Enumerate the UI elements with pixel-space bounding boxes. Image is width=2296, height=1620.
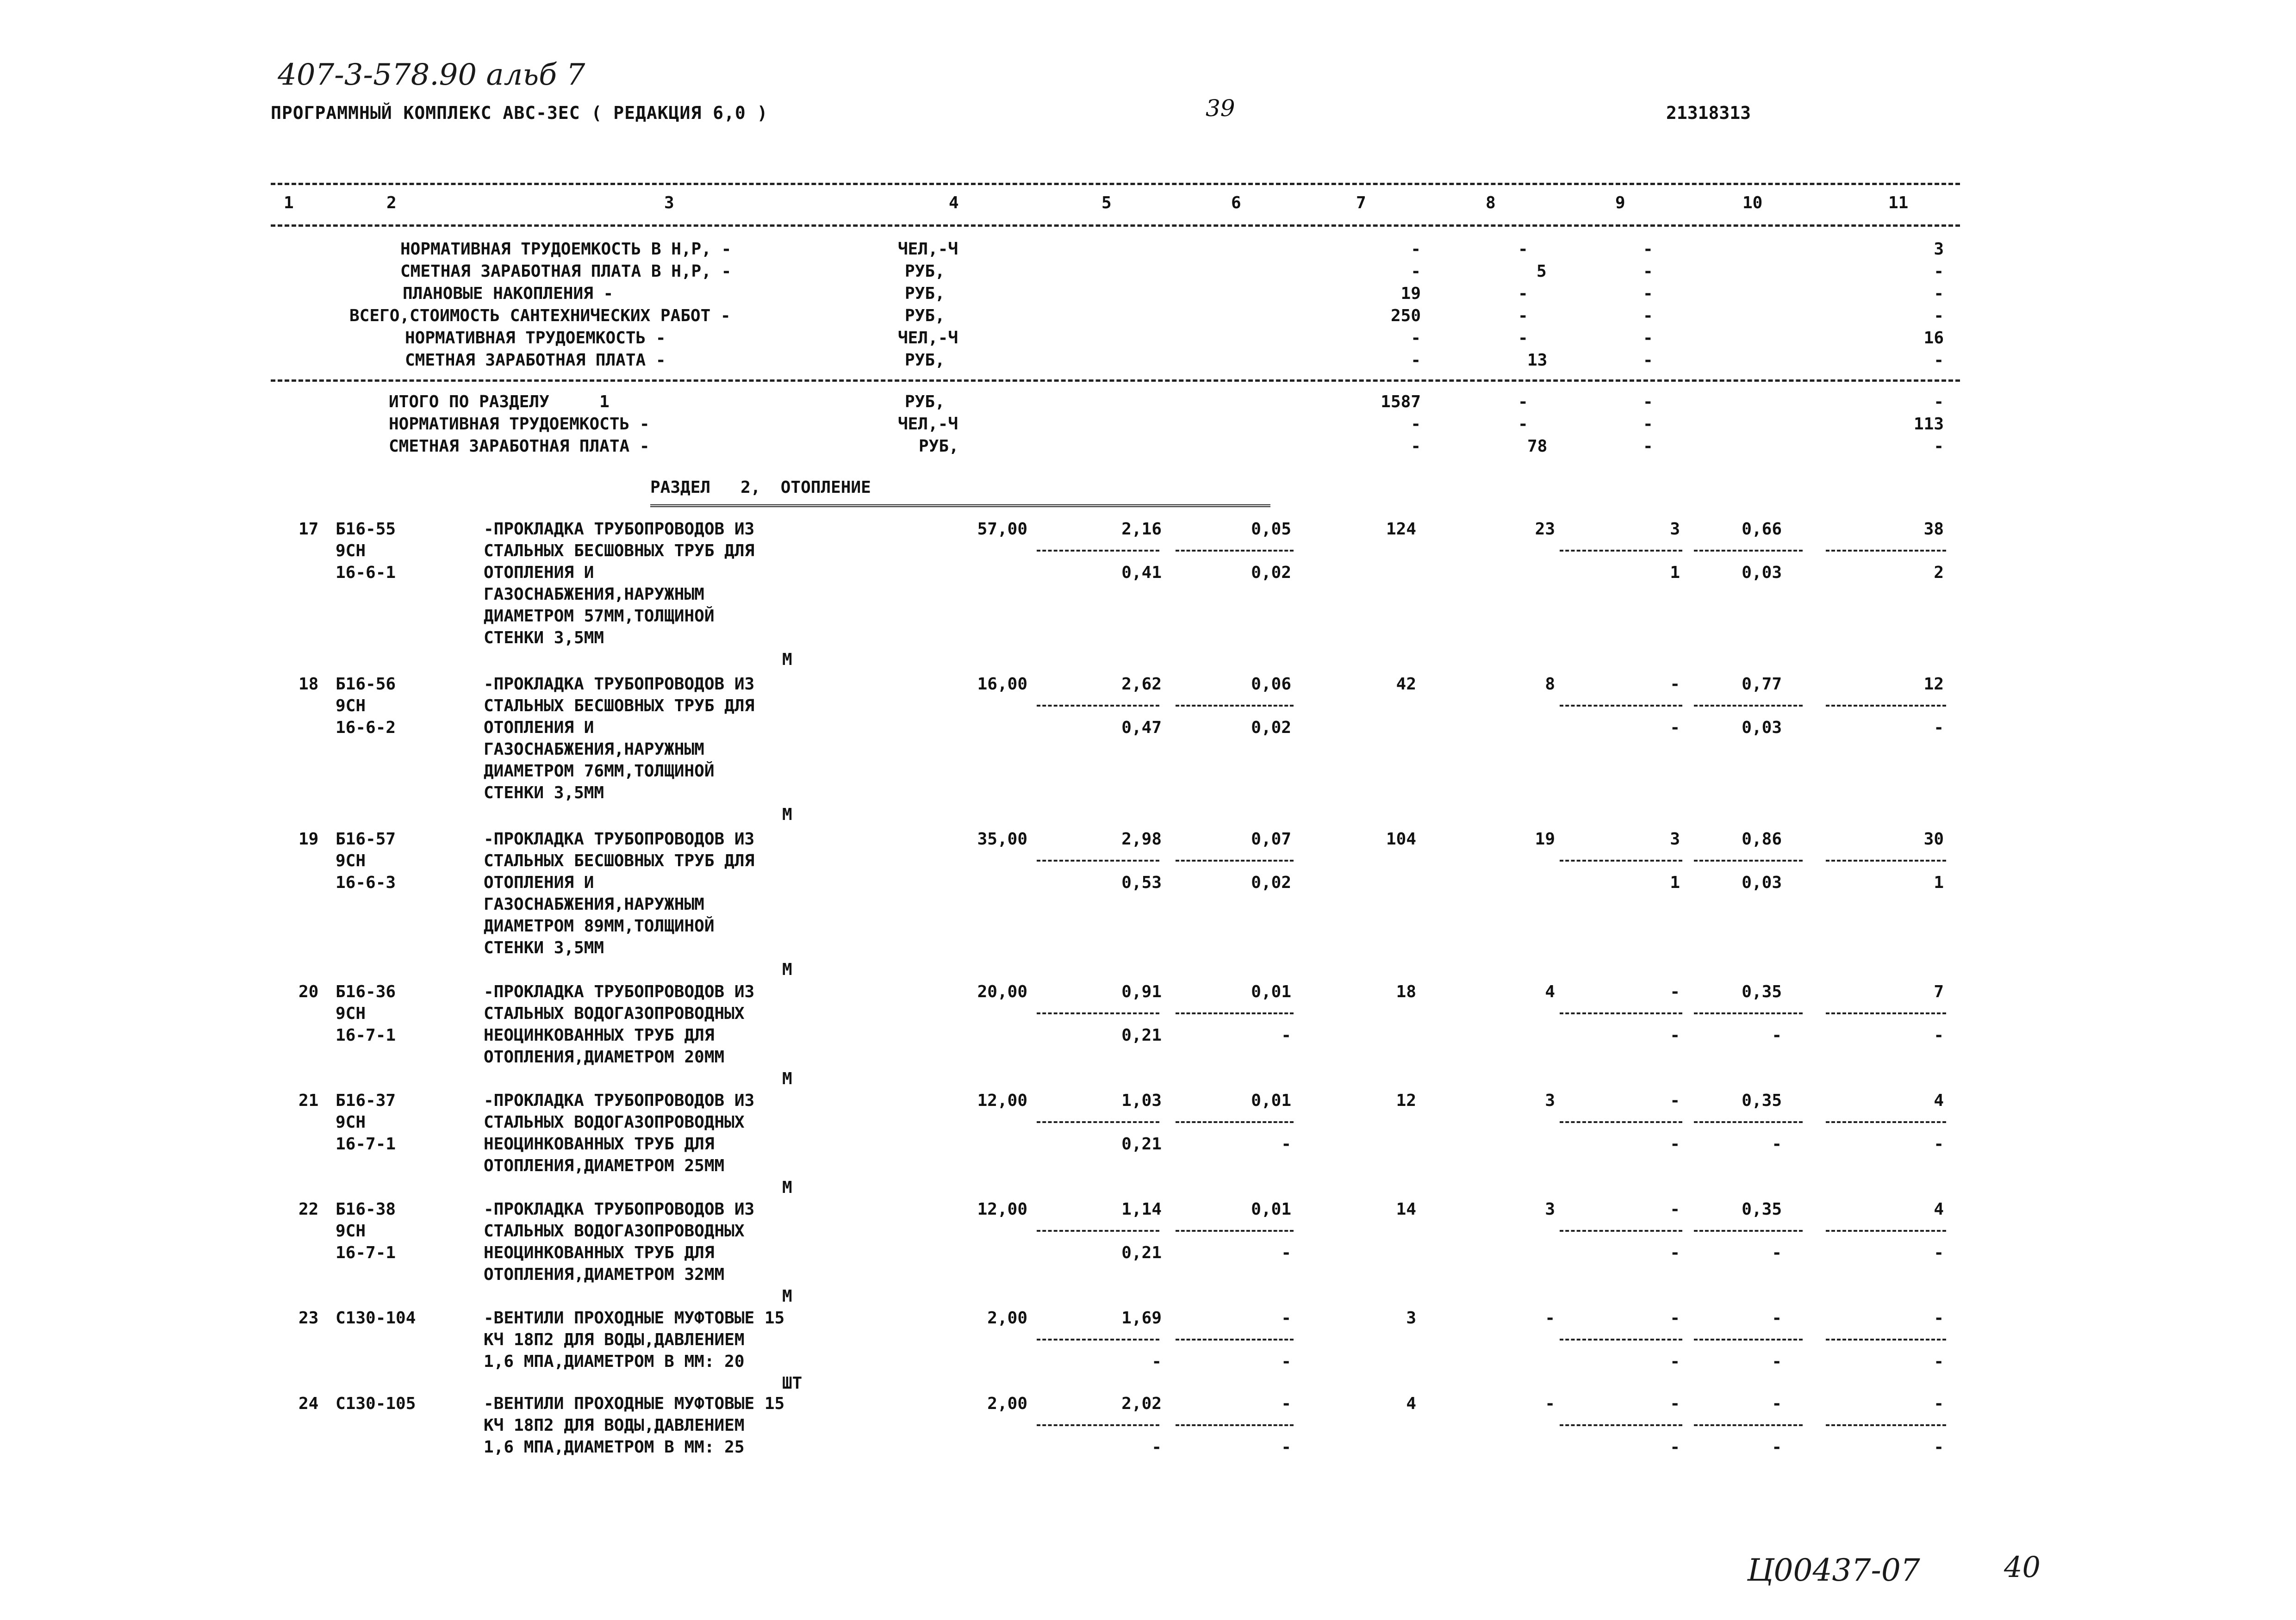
item-description-line: ГАЗОСНАБЖЕНИЯ,НАРУЖНЫМ xyxy=(484,740,704,759)
item-number: 17 xyxy=(299,520,319,539)
item-description-line: ОТОПЛЕНИЯ,ДИАМЕТРОМ 32ММ xyxy=(484,1265,725,1284)
item-c6-top: 0,01 xyxy=(1251,1091,1291,1110)
summary-c8: - xyxy=(1518,284,1528,303)
item-c11-top: - xyxy=(1934,1394,1944,1413)
summary-c11: 113 xyxy=(1913,415,1944,434)
summary-c7: 250 xyxy=(1390,306,1421,325)
item-code-sub: 9СН xyxy=(336,1004,366,1023)
item-number: 22 xyxy=(299,1200,319,1219)
item-code-sub: 9СН xyxy=(336,851,366,870)
item-c10-bottom: - xyxy=(1772,1135,1782,1154)
summary-c7: - xyxy=(1411,329,1421,348)
item-c7: 42 xyxy=(1396,675,1416,694)
item-number: 20 xyxy=(299,982,319,1001)
item-c6-top: 0,01 xyxy=(1251,1200,1291,1219)
item-description-line: -ПРОКЛАДКА ТРУБОПРОВОДОВ ИЗ xyxy=(484,982,755,1001)
item-quantity: 16,00 xyxy=(977,675,1027,694)
summary-c11: 3 xyxy=(1934,240,1944,259)
summary-c9: - xyxy=(1643,306,1653,325)
item-c5-top: 2,98 xyxy=(1121,830,1162,849)
column-header: 7 xyxy=(1356,193,1366,212)
item-c7: 12 xyxy=(1396,1091,1416,1110)
item-divider-line xyxy=(1694,1121,1803,1123)
section-title-underline xyxy=(650,504,1270,507)
item-c10-top: 0,66 xyxy=(1742,520,1782,539)
item-divider-line xyxy=(1694,1230,1803,1232)
item-c7: 3 xyxy=(1406,1309,1416,1328)
item-description-line: НЕОЦИНКОВАННЫХ ТРУБ ДЛЯ xyxy=(484,1243,715,1262)
item-quantity: 20,00 xyxy=(977,982,1027,1001)
summary-c11: - xyxy=(1934,262,1944,281)
item-code-sub: 9СН xyxy=(336,696,366,715)
item-description-line: -ВЕНТИЛИ ПРОХОДНЫЕ МУФТОВЫЕ 15 xyxy=(484,1394,785,1413)
column-header: 8 xyxy=(1486,193,1496,212)
item-c9-top: - xyxy=(1670,1091,1680,1110)
item-c10-top: 0,86 xyxy=(1742,830,1782,849)
item-c5-bottom: - xyxy=(1151,1352,1162,1371)
item-c11-top: 4 xyxy=(1934,1091,1944,1110)
item-c10-bottom: 0,03 xyxy=(1742,563,1782,582)
summary-c7: - xyxy=(1411,437,1421,456)
item-description-line: -ПРОКЛАДКА ТРУБОПРОВОДОВ ИЗ xyxy=(484,675,755,694)
item-description-line: ОТОПЛЕНИЯ И xyxy=(484,718,594,737)
item-c11-bottom: 1 xyxy=(1934,873,1944,892)
item-c6-top: - xyxy=(1281,1309,1291,1328)
table-header-rule xyxy=(271,224,1960,227)
item-c7: 14 xyxy=(1396,1200,1416,1219)
item-quantity: 57,00 xyxy=(977,520,1027,539)
item-description-line: СТАЛЬНЫХ ВОДОГАЗОПРОВОДНЫХ xyxy=(484,1004,745,1023)
summary-c9: - xyxy=(1643,262,1653,281)
item-c11-bottom: 2 xyxy=(1934,563,1944,582)
item-divider-line xyxy=(1694,705,1803,707)
item-description-line: ОТОПЛЕНИЯ И xyxy=(484,563,594,582)
handwritten-code: Ц00437-07 xyxy=(1747,1552,1920,1588)
summary-label: СМЕТНАЯ ЗАРАБОТНАЯ ПЛАТА - xyxy=(389,437,650,456)
item-c9-bottom: - xyxy=(1670,1243,1680,1262)
summary-unit: РУБ, xyxy=(905,351,945,370)
summary-c9: - xyxy=(1643,329,1653,348)
item-divider-line xyxy=(1037,860,1159,862)
item-description-line: ОТОПЛЕНИЯ,ДИАМЕТРОМ 25ММ xyxy=(484,1156,725,1175)
summary-c11: - xyxy=(1934,284,1944,303)
column-header: 10 xyxy=(1742,193,1763,212)
column-header: 2 xyxy=(386,193,397,212)
summary-c8: 13 xyxy=(1527,351,1548,370)
item-c8: - xyxy=(1545,1394,1555,1413)
item-c11-top: 4 xyxy=(1934,1200,1944,1219)
item-c6-top: 0,07 xyxy=(1251,830,1291,849)
item-divider-line xyxy=(1826,705,1946,707)
item-description-line: ОТОПЛЕНИЯ,ДИАМЕТРОМ 20ММ xyxy=(484,1048,725,1067)
item-divider-line xyxy=(1176,1230,1294,1232)
item-c9-top: 3 xyxy=(1670,520,1680,539)
item-code: Б16-55 xyxy=(336,520,396,539)
item-divider-line xyxy=(1694,1012,1803,1014)
summary-unit: РУБ, xyxy=(905,284,945,303)
summary-label: ПЛАНОВЫЕ НАКОПЛЕНИЯ - xyxy=(403,284,614,303)
item-c9-bottom: - xyxy=(1670,718,1680,737)
item-c10-top: 0,35 xyxy=(1742,1200,1782,1219)
item-code-sub: 9СН xyxy=(336,1113,366,1132)
item-c9-bottom: 1 xyxy=(1670,563,1680,582)
item-c5-bottom: - xyxy=(1151,1438,1162,1457)
summary-c9: - xyxy=(1643,284,1653,303)
item-c5-top: 1,14 xyxy=(1121,1200,1162,1219)
item-divider-line xyxy=(1560,705,1682,707)
item-c8: 19 xyxy=(1535,830,1555,849)
summary-c9: - xyxy=(1643,392,1653,411)
item-code: Б16-57 xyxy=(336,830,396,849)
item-c9-top: 3 xyxy=(1670,830,1680,849)
item-code: Б16-37 xyxy=(336,1091,396,1110)
item-divider-line xyxy=(1037,1230,1159,1232)
item-divider-line xyxy=(1037,550,1159,552)
item-c6-bottom: - xyxy=(1281,1243,1291,1262)
item-c10-bottom: - xyxy=(1772,1352,1782,1371)
item-c10-bottom: - xyxy=(1772,1243,1782,1262)
summary-label: НОРМАТИВНАЯ ТРУДОЕМКОСТЬ - xyxy=(405,329,666,348)
item-description-line: СТАЛЬНЫХ БЕСШОВНЫХ ТРУБ ДЛЯ xyxy=(484,541,755,560)
item-code: Б16-56 xyxy=(336,675,396,694)
item-c5-top: 0,91 xyxy=(1121,982,1162,1001)
summary-unit: РУБ, xyxy=(905,262,945,281)
item-c5-bottom: 0,21 xyxy=(1121,1026,1162,1045)
item-code-ref: 16-6-3 xyxy=(336,873,396,892)
item-divider-line xyxy=(1826,1230,1946,1232)
item-unit: ШТ xyxy=(782,1374,803,1393)
item-code: С130-104 xyxy=(336,1309,416,1328)
summary-unit: РУБ, xyxy=(905,306,945,325)
item-description-line: СТАЛЬНЫХ БЕСШОВНЫХ ТРУБ ДЛЯ xyxy=(484,851,755,870)
item-description-line: -ВЕНТИЛИ ПРОХОДНЫЕ МУФТОВЫЕ 15 xyxy=(484,1309,785,1328)
item-unit: М xyxy=(782,1069,792,1088)
item-c6-bottom: - xyxy=(1281,1352,1291,1371)
item-description-line: КЧ 18П2 ДЛЯ ВОДЫ,ДАВЛЕНИЕМ xyxy=(484,1330,745,1349)
item-c11-top: - xyxy=(1934,1309,1944,1328)
item-divider-line xyxy=(1176,1012,1294,1014)
item-c9-top: - xyxy=(1670,1309,1680,1328)
summary-c11: - xyxy=(1934,351,1944,370)
item-c8: 3 xyxy=(1545,1091,1555,1110)
item-divider-line xyxy=(1037,1339,1159,1341)
column-header: 5 xyxy=(1101,193,1112,212)
item-code: С130-105 xyxy=(336,1394,416,1413)
item-number: 24 xyxy=(299,1394,319,1413)
item-divider-line xyxy=(1694,860,1803,862)
item-description-line: ГАЗОСНАБЖЕНИЯ,НАРУЖНЫМ xyxy=(484,895,704,914)
item-divider-line xyxy=(1826,550,1946,552)
item-c10-top: - xyxy=(1772,1309,1782,1328)
item-unit: М xyxy=(782,650,792,669)
item-c11-top: 38 xyxy=(1923,520,1944,539)
item-code-ref: 16-7-1 xyxy=(336,1243,396,1262)
item-c9-top: - xyxy=(1670,675,1680,694)
item-unit: М xyxy=(782,805,792,824)
summary-label: ИТОГО ПО РАЗДЕЛУ 1 xyxy=(389,392,610,411)
item-c9-bottom: - xyxy=(1670,1352,1680,1371)
item-c10-bottom: - xyxy=(1772,1438,1782,1457)
item-c7: 18 xyxy=(1396,982,1416,1001)
item-description-line: НЕОЦИНКОВАННЫХ ТРУБ ДЛЯ xyxy=(484,1135,715,1154)
item-divider-line xyxy=(1560,860,1682,862)
program-header: ПРОГРАММНЫЙ КОМПЛЕКС АВС-3ЕС ( РЕДАКЦИЯ 6,0 ) xyxy=(271,103,768,123)
item-divider-line xyxy=(1826,1424,1946,1426)
item-divider-line xyxy=(1560,550,1682,552)
item-c11-top: 7 xyxy=(1934,982,1944,1001)
summary-divider xyxy=(271,379,1960,382)
item-c5-bottom: 0,41 xyxy=(1121,563,1162,582)
item-c8: 4 xyxy=(1545,982,1555,1001)
item-divider-line xyxy=(1037,705,1159,707)
summary-unit: РУБ, xyxy=(905,392,945,411)
item-c5-top: 2,62 xyxy=(1121,675,1162,694)
item-c5-bottom: 0,47 xyxy=(1121,718,1162,737)
item-c10-bottom: 0,03 xyxy=(1742,718,1782,737)
item-code: Б16-38 xyxy=(336,1200,396,1219)
item-c5-bottom: 0,21 xyxy=(1121,1243,1162,1262)
document-id: 21318313 xyxy=(1666,103,1751,123)
item-unit: М xyxy=(782,1178,792,1197)
item-c10-bottom: 0,03 xyxy=(1742,873,1782,892)
summary-c11: 16 xyxy=(1923,329,1944,348)
summary-label: НОРМАТИВНАЯ ТРУДОЕМКОСТЬ В Н,Р, - xyxy=(400,240,732,259)
summary-c7: - xyxy=(1411,262,1421,281)
item-divider-line xyxy=(1560,1012,1682,1014)
item-c11-bottom: - xyxy=(1934,718,1944,737)
summary-c9: - xyxy=(1643,437,1653,456)
item-divider-line xyxy=(1176,1339,1294,1341)
column-header: 1 xyxy=(284,193,294,212)
section-title: РАЗДЕЛ 2, ОТОПЛЕНИЕ xyxy=(650,478,871,497)
handwritten-sheet-number: 40 xyxy=(2004,1550,2041,1584)
item-c11-bottom: - xyxy=(1934,1243,1944,1262)
item-divider-line xyxy=(1176,550,1294,552)
summary-label: ВСЕГО,СТОИМОСТЬ САНТЕХНИЧЕСКИХ РАБОТ - xyxy=(349,306,731,325)
item-divider-line xyxy=(1560,1121,1682,1123)
summary-c9: - xyxy=(1643,240,1653,259)
summary-c9: - xyxy=(1643,351,1653,370)
item-divider-line xyxy=(1826,1121,1946,1123)
summary-c11: - xyxy=(1934,392,1944,411)
item-c6-bottom: 0,02 xyxy=(1251,563,1291,582)
summary-c7: - xyxy=(1411,240,1421,259)
item-c10-top: 0,77 xyxy=(1742,675,1782,694)
item-description-line: ОТОПЛЕНИЯ И xyxy=(484,873,594,892)
column-header: 6 xyxy=(1231,193,1241,212)
item-description-line: -ПРОКЛАДКА ТРУБОПРОВОДОВ ИЗ xyxy=(484,1200,755,1219)
item-description-line: ДИАМЕТРОМ 76ММ,ТОЛЩИНОЙ xyxy=(484,762,715,781)
item-code-ref: 16-6-2 xyxy=(336,718,396,737)
item-divider-line xyxy=(1037,1012,1159,1014)
item-c6-top: 0,06 xyxy=(1251,675,1291,694)
item-number: 19 xyxy=(299,830,319,849)
item-c11-bottom: - xyxy=(1934,1026,1944,1045)
summary-c7: 19 xyxy=(1400,284,1421,303)
item-c9-top: - xyxy=(1670,1394,1680,1413)
item-description-line: 1,6 МПА,ДИАМЕТРОМ В ММ: 20 xyxy=(484,1352,745,1371)
item-c11-bottom: - xyxy=(1934,1438,1944,1457)
item-c10-top: - xyxy=(1772,1394,1782,1413)
summary-c8: - xyxy=(1518,240,1528,259)
item-divider-line xyxy=(1694,1424,1803,1426)
item-c5-top: 1,69 xyxy=(1121,1309,1162,1328)
handwritten-album-ref: 407-3-578.90 альб 7 xyxy=(278,58,585,92)
item-description-line: СТАЛЬНЫХ ВОДОГАЗОПРОВОДНЫХ xyxy=(484,1113,745,1132)
item-divider-line xyxy=(1560,1424,1682,1426)
item-c10-top: 0,35 xyxy=(1742,1091,1782,1110)
item-c6-bottom: 0,02 xyxy=(1251,718,1291,737)
item-c7: 104 xyxy=(1386,830,1416,849)
item-divider-line xyxy=(1176,1121,1294,1123)
item-quantity: 12,00 xyxy=(977,1200,1027,1219)
item-description-line: КЧ 18П2 ДЛЯ ВОДЫ,ДАВЛЕНИЕМ xyxy=(484,1416,745,1435)
summary-c8: 5 xyxy=(1537,262,1547,281)
item-c9-bottom: 1 xyxy=(1670,873,1680,892)
item-number: 21 xyxy=(299,1091,319,1110)
summary-c7: - xyxy=(1411,415,1421,434)
summary-c8: - xyxy=(1518,329,1528,348)
column-header: 4 xyxy=(949,193,959,212)
item-code-ref: 16-7-1 xyxy=(336,1135,396,1154)
item-c8: - xyxy=(1545,1309,1555,1328)
summary-unit: ЧЕЛ,-Ч xyxy=(898,415,958,434)
item-c6-bottom: - xyxy=(1281,1135,1291,1154)
summary-c11: - xyxy=(1934,437,1944,456)
item-c6-bottom: - xyxy=(1281,1438,1291,1457)
summary-unit: ЧЕЛ,-Ч xyxy=(898,329,958,348)
item-c7: 124 xyxy=(1386,520,1416,539)
item-description-line: ДИАМЕТРОМ 89ММ,ТОЛЩИНОЙ xyxy=(484,917,715,936)
page-number: 39 xyxy=(1206,95,1235,122)
item-c11-bottom: - xyxy=(1934,1135,1944,1154)
summary-c9: - xyxy=(1643,415,1653,434)
item-unit: М xyxy=(782,960,792,979)
item-description-line: СТАЛЬНЫХ БЕСШОВНЫХ ТРУБ ДЛЯ xyxy=(484,696,755,715)
item-c9-bottom: - xyxy=(1670,1026,1680,1045)
summary-unit: ЧЕЛ,-Ч xyxy=(898,240,958,259)
item-divider-line xyxy=(1176,1424,1294,1426)
summary-unit: РУБ, xyxy=(919,437,959,456)
item-c9-bottom: - xyxy=(1670,1135,1680,1154)
item-divider-line xyxy=(1037,1121,1159,1123)
item-c9-bottom: - xyxy=(1670,1438,1680,1457)
item-divider-line xyxy=(1694,550,1803,552)
item-code: Б16-36 xyxy=(336,982,396,1001)
summary-c8: - xyxy=(1518,392,1528,411)
item-c6-top: 0,05 xyxy=(1251,520,1291,539)
summary-label: НОРМАТИВНАЯ ТРУДОЕМКОСТЬ - xyxy=(389,415,650,434)
item-description-line: СТЕНКИ 3,5ММ xyxy=(484,938,604,957)
item-c9-top: - xyxy=(1670,982,1680,1001)
summary-label: СМЕТНАЯ ЗАРАБОТНАЯ ПЛАТА - xyxy=(405,351,666,370)
item-quantity: 12,00 xyxy=(977,1091,1027,1110)
summary-label: СМЕТНАЯ ЗАРАБОТНАЯ ПЛАТА В Н,Р, - xyxy=(400,262,732,281)
item-description-line: -ПРОКЛАДКА ТРУБОПРОВОДОВ ИЗ xyxy=(484,1091,755,1110)
item-description-line: СТЕНКИ 3,5ММ xyxy=(484,628,604,647)
item-c8: 3 xyxy=(1545,1200,1555,1219)
item-description-line: СТЕНКИ 3,5ММ xyxy=(484,783,604,802)
item-quantity: 35,00 xyxy=(977,830,1027,849)
item-divider-line xyxy=(1176,860,1294,862)
item-c8: 23 xyxy=(1535,520,1555,539)
item-c5-top: 1,03 xyxy=(1121,1091,1162,1110)
item-divider-line xyxy=(1560,1230,1682,1232)
column-header: 11 xyxy=(1888,193,1909,212)
item-description-line: 1,6 МПА,ДИАМЕТРОМ В ММ: 25 xyxy=(484,1438,745,1457)
item-divider-line xyxy=(1560,1339,1682,1341)
summary-c7: 1587 xyxy=(1381,392,1421,411)
item-divider-line xyxy=(1176,705,1294,707)
item-c11-top: 30 xyxy=(1923,830,1944,849)
column-header: 9 xyxy=(1615,193,1625,212)
item-c6-bottom: 0,02 xyxy=(1251,873,1291,892)
item-divider-line xyxy=(1826,1339,1946,1341)
item-code-ref: 16-6-1 xyxy=(336,563,396,582)
item-divider-line xyxy=(1037,1424,1159,1426)
item-description-line: ДИАМЕТРОМ 57ММ,ТОЛЩИНОЙ xyxy=(484,607,715,626)
summary-c8: - xyxy=(1518,306,1528,325)
summary-c11: - xyxy=(1934,306,1944,325)
item-c5-top: 2,02 xyxy=(1121,1394,1162,1413)
item-c9-top: - xyxy=(1670,1200,1680,1219)
table-top-rule xyxy=(271,183,1960,185)
item-c8: 8 xyxy=(1545,675,1555,694)
item-c6-top: 0,01 xyxy=(1251,982,1291,1001)
item-divider-line xyxy=(1694,1339,1803,1341)
item-c11-top: 12 xyxy=(1923,675,1944,694)
item-code-ref: 16-7-1 xyxy=(336,1026,396,1045)
item-quantity: 2,00 xyxy=(987,1309,1027,1328)
item-divider-line xyxy=(1826,1012,1946,1014)
item-description-line: ГАЗОСНАБЖЕНИЯ,НАРУЖНЫМ xyxy=(484,585,704,604)
item-description-line: НЕОЦИНКОВАННЫХ ТРУБ ДЛЯ xyxy=(484,1026,715,1045)
item-c5-top: 2,16 xyxy=(1121,520,1162,539)
item-unit: М xyxy=(782,1287,792,1306)
item-description-line: -ПРОКЛАДКА ТРУБОПРОВОДОВ ИЗ xyxy=(484,830,755,849)
item-c10-top: 0,35 xyxy=(1742,982,1782,1001)
column-header: 3 xyxy=(664,193,674,212)
item-c6-top: - xyxy=(1281,1394,1291,1413)
item-code-sub: 9СН xyxy=(336,541,366,560)
summary-c7: - xyxy=(1411,351,1421,370)
column-header-row xyxy=(271,193,1960,217)
item-c10-bottom: - xyxy=(1772,1026,1782,1045)
item-description-line: -ПРОКЛАДКА ТРУБОПРОВОДОВ ИЗ xyxy=(484,520,755,539)
item-code-sub: 9СН xyxy=(336,1222,366,1241)
item-c5-bottom: 0,53 xyxy=(1121,873,1162,892)
item-c11-bottom: - xyxy=(1934,1352,1944,1371)
item-c6-bottom: - xyxy=(1281,1026,1291,1045)
summary-c8: 78 xyxy=(1527,437,1548,456)
summary-c8: - xyxy=(1518,415,1528,434)
item-number: 18 xyxy=(299,675,319,694)
item-c7: 4 xyxy=(1406,1394,1416,1413)
item-c5-bottom: 0,21 xyxy=(1121,1135,1162,1154)
item-number: 23 xyxy=(299,1309,319,1328)
item-divider-line xyxy=(1826,860,1946,862)
item-description-line: СТАЛЬНЫХ ВОДОГАЗОПРОВОДНЫХ xyxy=(484,1222,745,1241)
item-quantity: 2,00 xyxy=(987,1394,1027,1413)
